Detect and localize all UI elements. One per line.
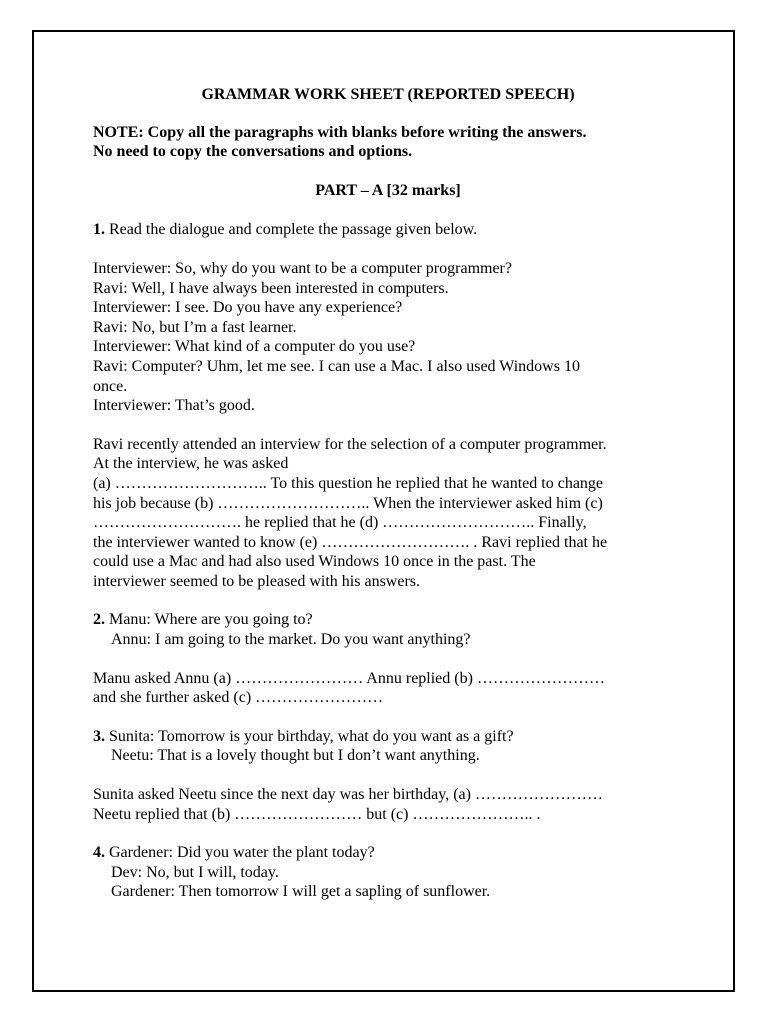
dialogue-line: Ravi: No, but I’m a fast learner. <box>93 318 297 336</box>
dialogue-line: Ravi: Well, I have always been interested in computers. <box>93 279 449 297</box>
q4-number: 4. <box>93 844 105 862</box>
part-heading: PART – A [32 marks] <box>315 181 461 199</box>
q1-instruction-line <box>93 220 683 240</box>
q4-dialogue-line-2: Dev: No, but I will, today. <box>111 863 279 881</box>
q2-passage <box>93 669 683 708</box>
passage-line: Ravi recently attended an interview for the selection of a computer programmer. <box>93 435 607 453</box>
q3-passage-line-1: Sunita asked Neetu since the next day was her birthday, (a) …………………… <box>93 786 603 804</box>
worksheet <box>93 85 683 902</box>
q1-passage <box>93 435 683 592</box>
dialogue-line: Interviewer: I see. Do you have any experience? <box>93 299 403 317</box>
q3-dialogue-text: Sunita: Tomorrow is your birthday, what do you want as a gift? <box>105 727 514 745</box>
q4-dialogue-line-3: Gardener: Then tomorrow I will get a sapling of sunflower. <box>111 883 491 901</box>
q2-dialogue <box>93 610 683 649</box>
q1-instruction: Read the dialogue and complete the passage given below. <box>105 221 478 239</box>
q4-dialogue <box>93 843 683 902</box>
worksheet-title: GRAMMAR WORK SHEET (REPORTED SPEECH) <box>201 86 575 103</box>
q3-number: 3. <box>93 727 105 745</box>
passage-line: the interviewer wanted to know (e) ………………………. . Ravi replied that he <box>93 533 608 551</box>
q2-passage-line-1: Manu asked Annu (a) …………………… Annu replied (b) …………………… <box>93 669 605 687</box>
q1-number: 1. <box>93 221 105 239</box>
dialogue-line: Interviewer: That’s good. <box>93 397 255 415</box>
dialogue-line: Interviewer: What kind of a computer do you use? <box>93 338 416 356</box>
q2-dialogue-text: Manu: Where are you going to? <box>105 611 313 629</box>
q3-passage-line-2: Neetu replied that (b) …………………… but (c) ………………….. . <box>93 805 541 823</box>
q4-dialogue-text: Gardener: Did you water the plant today? <box>105 844 375 862</box>
passage-line: (a) ……………………….. To this question he replied that he wanted to change <box>93 474 604 492</box>
dialogue-line: once. <box>93 377 128 395</box>
q3-dialogue <box>93 727 683 766</box>
note <box>93 123 683 162</box>
q2-dialogue-line-2: Annu: I am going to the market. Do you want anything? <box>111 631 471 649</box>
passage-line: his job because (b) ……………………….. When the interviewer asked him (c) <box>93 494 603 512</box>
q2-dialogue-line-1 <box>93 610 683 630</box>
passage-line: At the interview, he was asked <box>93 455 289 473</box>
q1-dialogue <box>93 259 683 416</box>
passage-line: interviewer seemed to be pleased with his answers. <box>93 572 421 590</box>
q3-passage <box>93 785 683 824</box>
note-line-2: No need to copy the conversations and options. <box>93 143 413 161</box>
note-line-1: NOTE: Copy all the paragraphs with blanks before writing the answers. <box>93 123 587 141</box>
q2-number: 2. <box>93 611 105 629</box>
dialogue-line: Interviewer: So, why do you want to be a computer programmer? <box>93 259 512 277</box>
q2-passage-line-2: and she further asked (c) …………………… <box>93 689 384 707</box>
passage-line: could use a Mac and had also used Windows 10 once in the past. The <box>93 553 536 571</box>
passage-line: ………………………. he replied that he (d) ……………………….. Finally, <box>93 514 587 532</box>
q3-dialogue-line-1 <box>93 727 683 747</box>
q3-dialogue-line-2: Neetu: That is a lovely thought but I don’t want anything. <box>111 747 480 765</box>
dialogue-line: Ravi: Computer? Uhm, let me see. I can use a Mac. I also used Windows 10 <box>93 357 580 375</box>
q4-dialogue-line-1 <box>93 843 683 863</box>
